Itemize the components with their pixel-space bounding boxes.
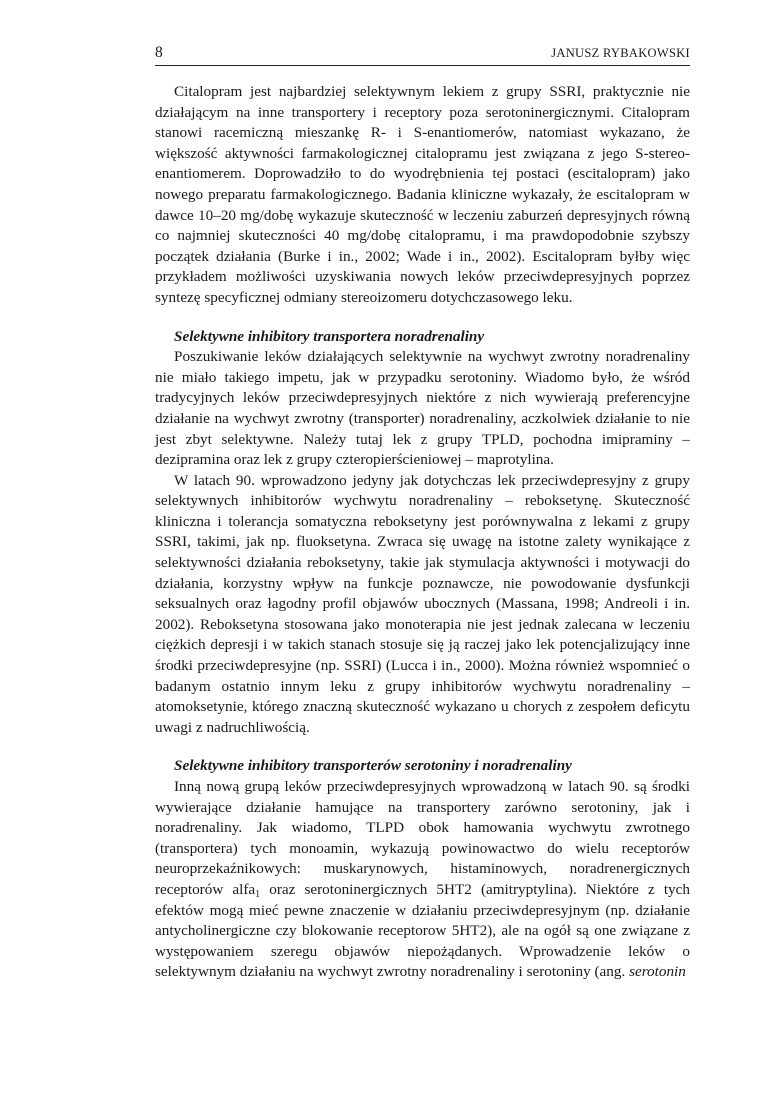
running-head: JANUSZ RYBAKOWSKI: [551, 46, 690, 60]
paragraph-snri-italic-term: serotonin: [629, 963, 686, 981]
page-header: [155, 44, 690, 66]
paragraph-nri-intro: Poszukiwanie leków działających selektywnie na wychwyt zwrotny noradrenaliny nie miało takiego impetu, jak w przypadku serotoniny. Wiadomo było, że wśród tradycyjnych leków przeciwdepresyjnych niektóre z nich wywierają preferencyjne działanie na wychwyt zwrotny (transporter) noradrenaliny, aczkolwiek działanie to nie jest zbyt selektywne. Należy tutaj lek z grupy TPLD, pochodna imipraminy – dezipramina oraz lek z grupy czteropierścieniowej – maprotylina.: [155, 348, 690, 469]
page-body: [155, 82, 690, 983]
paragraph-snri-text-2: oraz serotoninergicznych 5HT2 (amitryptylina). Niektóre z tych efektów mogą mieć pewne znaczenie w działaniu przeciwdepresyjnym (np. działanie antycholinergiczne czy blokowanie receptorow 5HT2), ale na ogół są one związane z występowaniem szeregu objawów niepożądanych. Wprowadzenie leków o selektywnym działaniu na wychwyt zwrotny noradrenaliny i serotoniny (ang.: [155, 880, 690, 981]
paragraph-snri-text-1: Inną nową grupą leków przeciwdepresyjnych wprowadzoną w latach 90. są środki wywierające działanie hamujące na transportery zarówno serotoniny, jak i noradrenaliny. Jak wiadomo, TLPD obok hamowania wychwytu zwrotnego (transportera) tych monoamin, wykazują powinowactwo do wielu receptorów neuroprzekaźnikowych: muskarynowych, histaminowych, noradrenergicznych receptorów alfa: [155, 778, 690, 898]
page-number: 8: [155, 44, 163, 61]
section-heading-snri: Selektywne inhibitory transporterów serotoniny i noradrenaliny: [174, 757, 572, 775]
paragraph-reboxetine: W latach 90. wprowadzono jedyny jak dotychczas lek przeciwdepresyjny z grupy selektywnych inhibitorów wychwytu noradrenaliny – reboksetynę. Skuteczność kliniczna i tolerancja somatyczna reboksetyny jest porównywalna z lekami z grupy SSRI, takimi, jak np. fluoksetyna. Zwraca się uwagę na istotne zalety wynikające z selektywności działania reboksetyny, takie jak stymulacja aktywności i motywacji do działania, korzystny wpływ na funkcje poznawcze, nie powodowanie dysfunkcji seksualnych oraz łagodny profil objawów ubocznych (Massana, 1998; Andreoli i in. 2002). Reboksetyna stosowana jako monoterapia nie jest jednak zalecana w leczeniu ciężkich depresji i w takich stanach stosuje się ją raczej jako lek potencjalizujący inne środki przeciwdepresyjne (np. SSRI) (Lucca i in., 2000). Można również wspomnieć o badanym ostatnio innym leku z grupy inhibitorów wychwytu noradrenaliny – atomoksetynie, którego znaczną skuteczność wykazano u chorych z zespołem deficytu uwagi z nadruchliwością.: [155, 471, 690, 736]
paragraph-escitalopram: Citalopram jest najbardziej selektywnym lekiem z grupy SSRI, praktycznie nie działającym na inne transportery i receptory poza serotoninergicznymi. Citalopram stanowi racemiczną mieszankę R- i S-enantiomerów, natomiast wykazano, że większość aktywności farmakologicznej citalopramu jest związana z jego S-stereo-enantiomerem. Doprowadziło to do wyodrębnienia tej postaci (escitalopram) jako nowego preparatu farmakologicznego. Badania kliniczne wykazały, że escitalopram w dawce 10–20 mg/dobę wykazuje skuteczność w leczeniu zaburzeń depresyjnych równą co najmniej skuteczności 40 mg/dobę citalopramu, i ma prawdopodobnie szybszy początek działania (Burke i in., 2002; Wade i in., 2002). Escitalopram byłby więc przykładem możliwości uzyskiwania nowych leków przeciwdepresyjnych poprzez syntezę specyficznej odmiany stereoizomeru dotychczasowego leku.: [155, 83, 690, 306]
paragraph-snri: [155, 777, 690, 983]
section-heading-nri: Selektywne inhibitory transportera noradrenaliny: [174, 327, 485, 345]
alpha-subscript: 1: [255, 888, 261, 900]
